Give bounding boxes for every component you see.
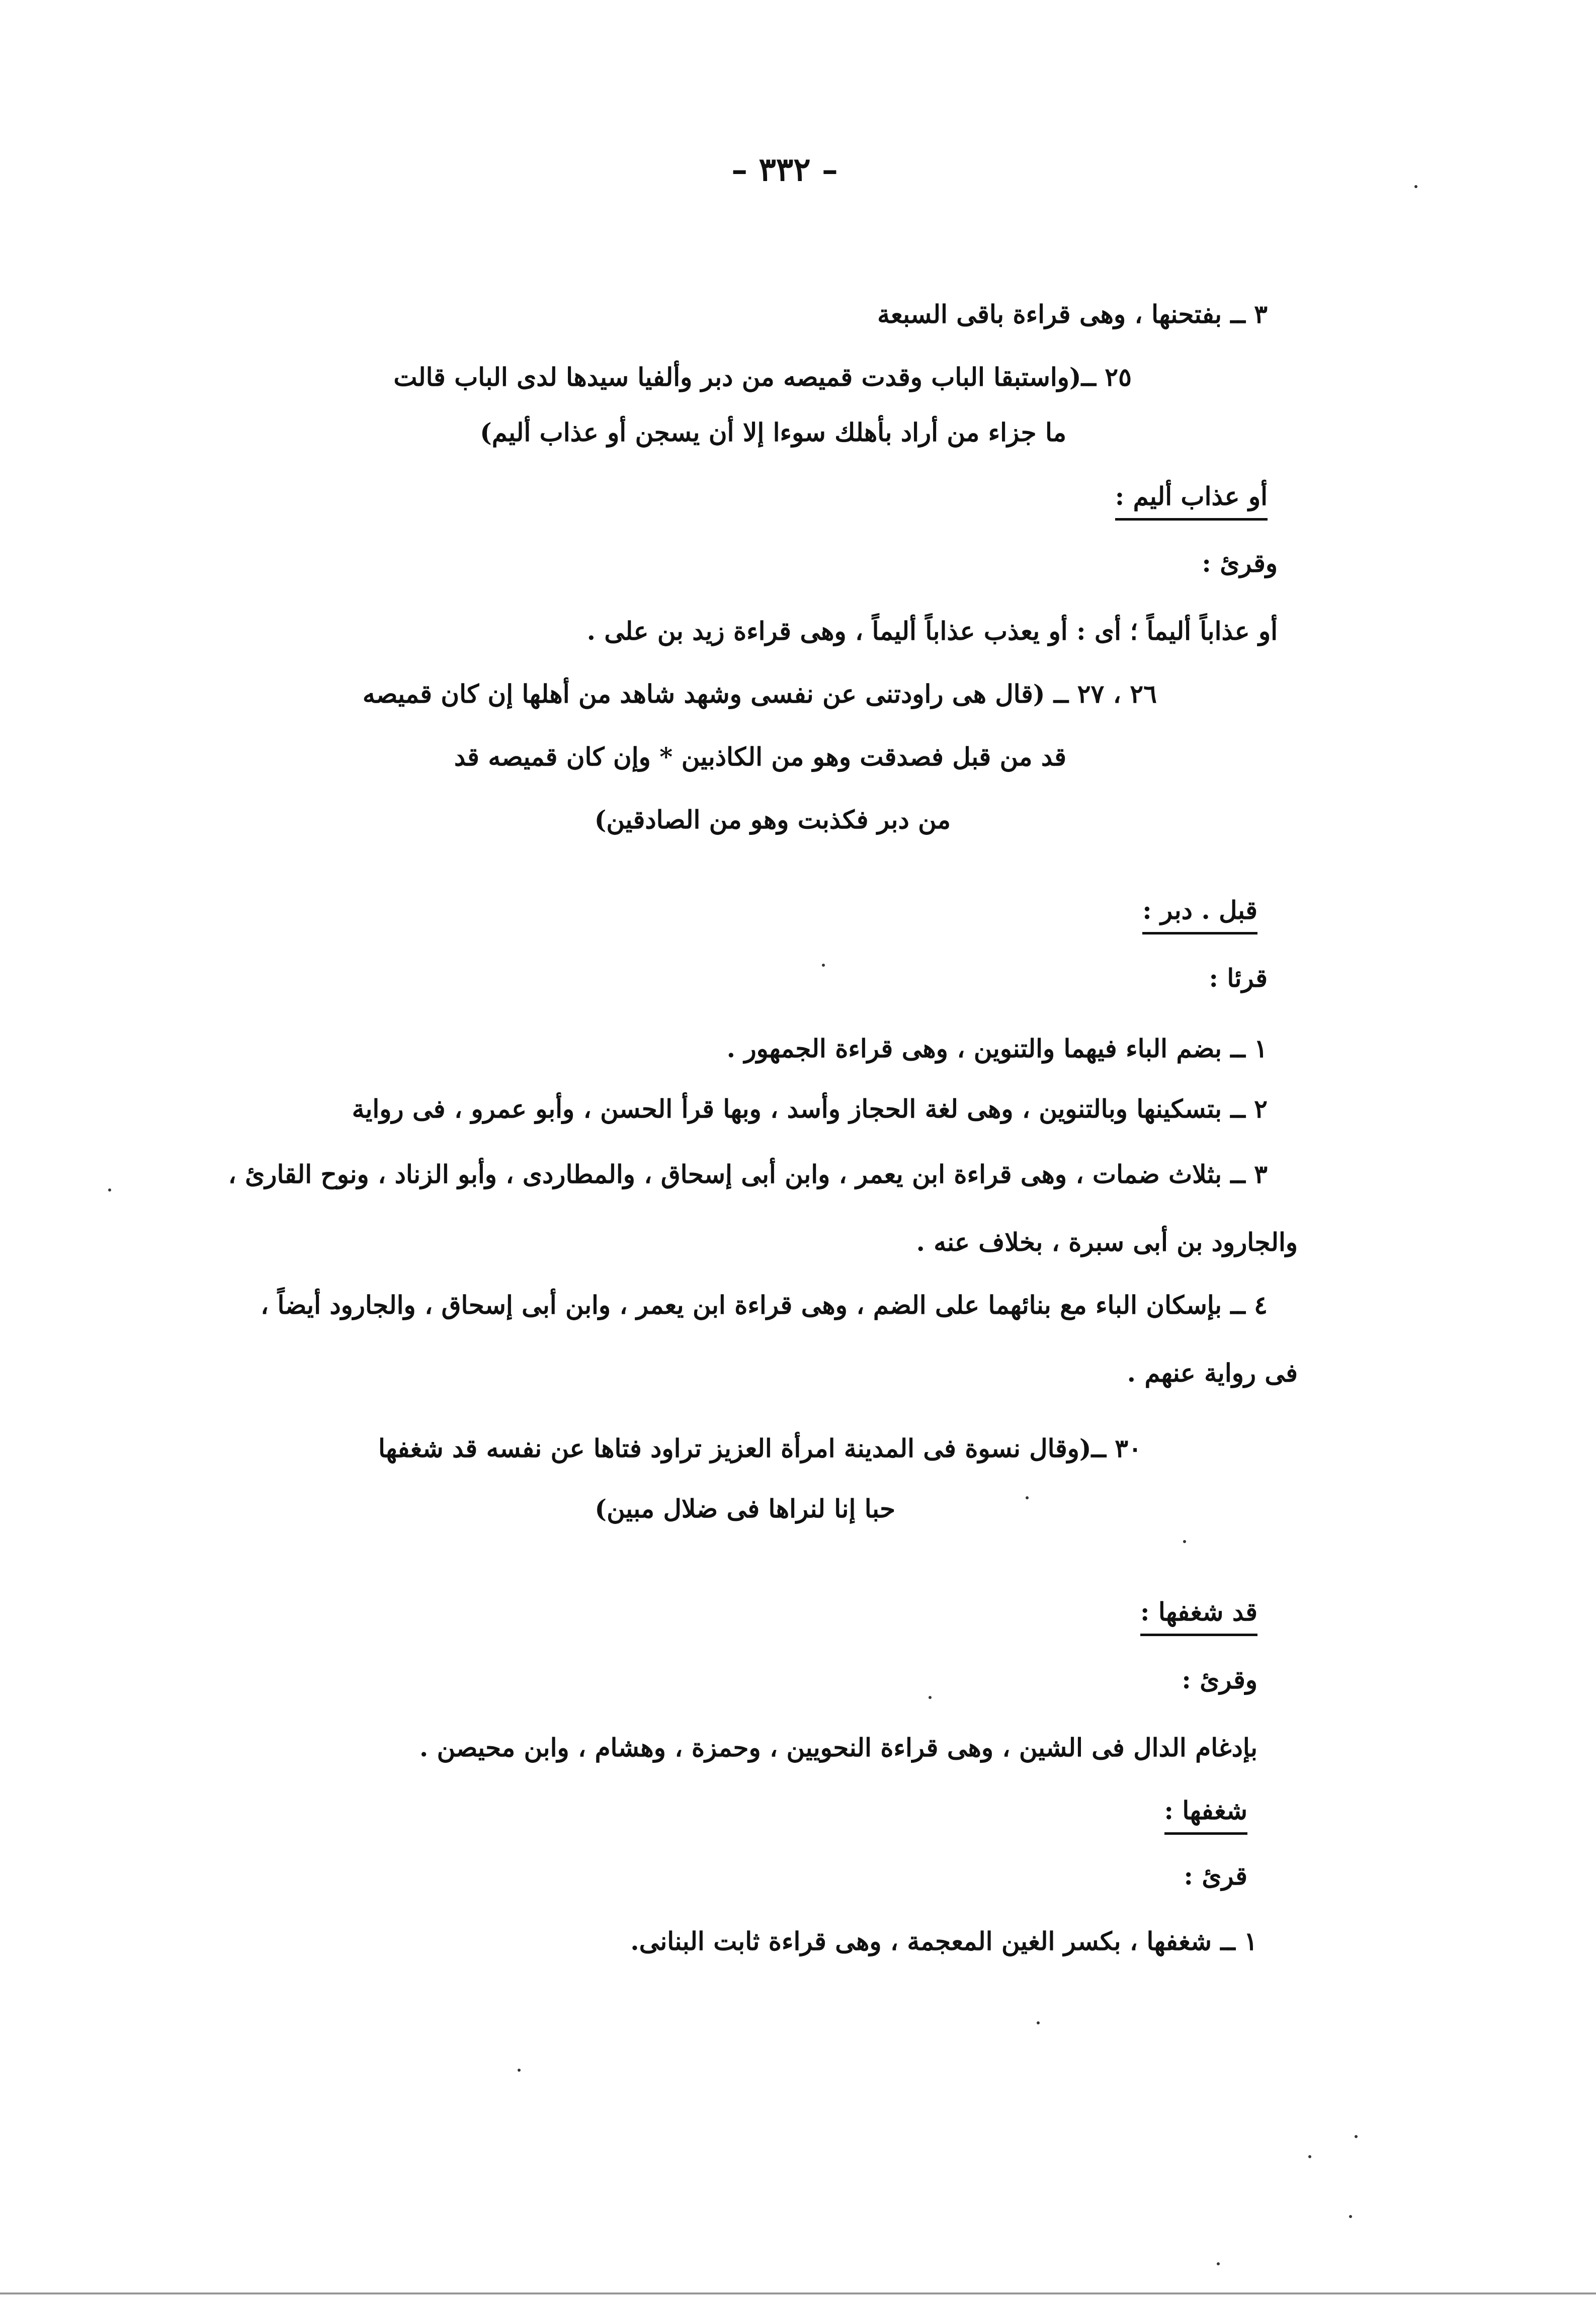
verses-26-27-line-3: من دبر فكذبت وهو من الصادقين) xyxy=(594,805,951,834)
heading-qad-shaghafaha xyxy=(1140,1599,1257,1625)
scan-speck xyxy=(1183,1540,1186,1543)
scan-speck xyxy=(1355,2135,1358,2138)
reading-two-taskeen: ٢ ــ بتسكينها وبالتنوين ، وهى لغة الحجاز وأسد ، وبها قرأ الحسن ، وأبو عمرو ، فى رواية xyxy=(352,1094,1268,1124)
verse-25-line-2: ما جزاء من أراد بأهلك سوءا إلا أن يسجن أو عذاب أليم) xyxy=(480,417,1066,447)
label-quri: قرئ : xyxy=(1184,1861,1247,1891)
verse-25-line-1: ٢٥ ــ(واستبقا الباب وقدت قميصه من دبر وألفيا سيدها لدى الباب قالت xyxy=(393,362,1132,392)
scan-bottom-edge xyxy=(0,2292,1596,2294)
scan-speck xyxy=(929,1696,932,1699)
reading-three-fath: ٣ ــ بفتحنها ، وهى قراءة باقى السبعة xyxy=(877,299,1268,329)
verses-26-27-line-2: قد من قبل فصدقت وهو من الكاذبين * وإن كان قميصه قد xyxy=(454,742,1066,772)
reading-zayd-ibn-ali: أو عذاباً أليماً ؛ أى : أو يعذب عذاباً أليماً ، وهى قراءة زيد بن على . xyxy=(586,616,1278,646)
page-number: – ٣٣٢ – xyxy=(731,151,838,189)
scan-speck xyxy=(1414,185,1417,188)
heading-qabl-dubr xyxy=(1142,895,1257,925)
reading-idgham: بإدغام الدال فى الشين ، وهى قراءة النحويين ، وحمزة ، وهشام ، وابن محيصن . xyxy=(419,1733,1257,1762)
scan-speck xyxy=(518,2069,521,2072)
reading-three-continued: والجارود بن أبى سبرة ، بخلاف عنه . xyxy=(916,1227,1298,1257)
label-wa-quri: وقرئ : xyxy=(1202,548,1278,578)
reading-one-damm: ١ ــ بضم الباء فيهما والتنوين ، وهى قراءة الجمهور . xyxy=(726,1034,1268,1063)
scan-speck xyxy=(1308,2155,1311,2158)
verse-30-line-1: ٣٠ ــ(وقال نسوة فى المدينة امرأة العزيز تراود فتاها عن نفسه قد شغفها xyxy=(378,1433,1142,1463)
scan-speck xyxy=(1217,2262,1220,2265)
label-wa-quri-2: وقرئ : xyxy=(1182,1665,1257,1694)
scan-speck xyxy=(1349,2215,1352,2218)
scan-speck xyxy=(108,1188,111,1192)
verses-26-27-line-1: ٢٦ ، ٢٧ ــ (قال هى راودتنى عن نفسى وشهد شاهد من أهلها إن كان قميصه xyxy=(362,679,1157,709)
label-quria: قرئا : xyxy=(1209,963,1268,993)
scan-speck xyxy=(1037,2021,1040,2024)
scan-speck xyxy=(822,964,825,967)
heading-shaghafaha-text: شغفها : xyxy=(1164,1796,1247,1835)
reading-three-dammat: ٣ ــ بثلاث ضمات ، وهى قراءة ابن يعمر ، وابن أبى إسحاق ، والمطاردى ، وأبو الزناد ، ونوح القارئ ، xyxy=(228,1159,1268,1189)
heading-qabl-dubr-text: قبل . دبر : xyxy=(1142,895,1257,934)
scan-speck xyxy=(1026,1496,1029,1499)
heading-aw-adhab-alim xyxy=(1115,481,1268,511)
reading-four-continued: فى رواية عنهم . xyxy=(1127,1358,1298,1388)
heading-aw-adhab-alim-text: أو عذاب أليم : xyxy=(1115,481,1268,521)
reading-thabit-albunani: ١ ــ شغفها ، بكسر الغين المعجمة ، وهى قراءة ثابت البنانى. xyxy=(630,1926,1257,1956)
heading-qad-shaghafaha-text: قد شغفها : xyxy=(1140,1597,1257,1636)
verse-30-line-2: حبا إنا لنراها فى ضلال مبين) xyxy=(595,1494,895,1523)
reading-four-iskan: ٤ ــ بإسكان الباء مع بنائهما على الضم ، وهى قراءة ابن يعمر ، وابن أبى إسحاق ، والجارود أيضاً ، xyxy=(261,1290,1268,1320)
heading-shaghafaha xyxy=(1164,1798,1247,1823)
